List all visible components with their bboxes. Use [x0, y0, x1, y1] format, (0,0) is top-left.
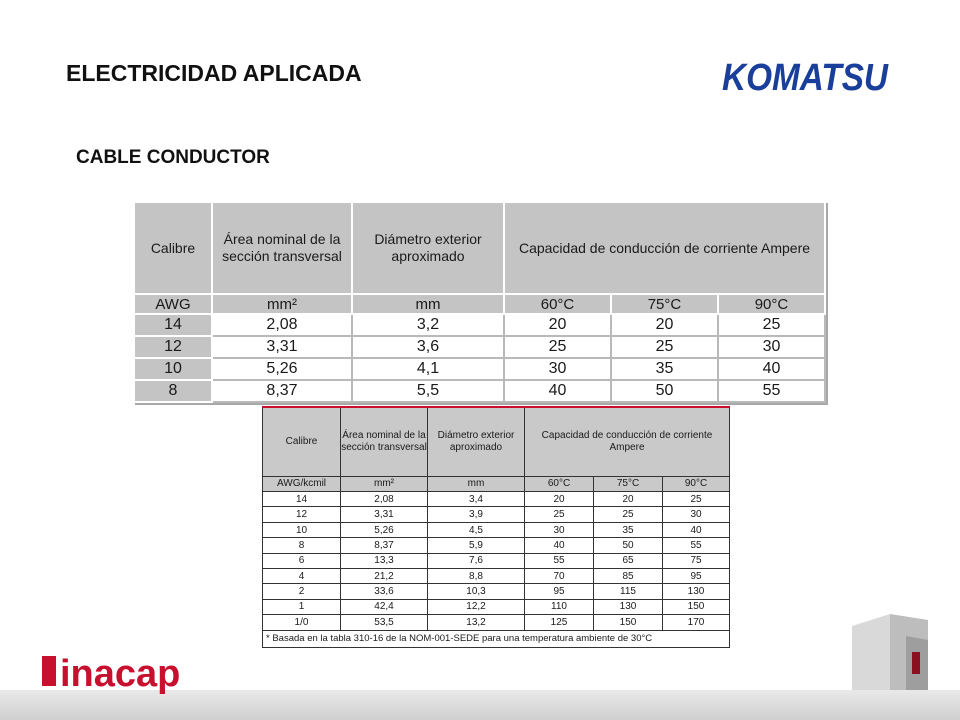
cell: 25 — [504, 336, 611, 358]
table-row — [263, 584, 730, 599]
unit-cell: 90°C — [663, 476, 730, 491]
unit-cell: 60°C — [525, 476, 594, 491]
cell: 30 — [525, 522, 594, 537]
cell: 2,08 — [212, 314, 352, 336]
cell: 3,6 — [352, 336, 504, 358]
cell: 3,4 — [428, 492, 525, 507]
table-row — [263, 568, 730, 583]
cell: 1 — [263, 599, 341, 614]
cell: 2 — [263, 584, 341, 599]
unit-cell: mm² — [212, 294, 352, 314]
cell: 8,37 — [341, 538, 428, 553]
unit-cell: mm² — [341, 476, 428, 491]
cell: 4,5 — [428, 522, 525, 537]
komatsu-logo-text: KOMATSU — [722, 57, 890, 99]
cell: 110 — [525, 599, 594, 614]
cell: 30 — [663, 507, 730, 522]
cell: 40 — [663, 522, 730, 537]
cell: 33,6 — [341, 584, 428, 599]
cell: 42,4 — [341, 599, 428, 614]
cell: 5,5 — [352, 380, 504, 402]
header-diametro: Diámetro exterior aproximado — [352, 202, 504, 294]
cell: 115 — [594, 584, 663, 599]
table-row — [263, 599, 730, 614]
cell: 30 — [718, 336, 825, 358]
cell: 65 — [594, 553, 663, 568]
cell: 8,37 — [212, 380, 352, 402]
cell: 10 — [134, 358, 212, 380]
header-area: Área nominal de la sección transversal — [341, 407, 428, 476]
cell: 25 — [663, 492, 730, 507]
cell: 75 — [663, 553, 730, 568]
unit-cell: AWG/kcmil — [263, 476, 341, 491]
cell: 30 — [504, 358, 611, 380]
table-row — [134, 314, 825, 336]
table-row — [263, 538, 730, 553]
cell: 14 — [134, 314, 212, 336]
unit-cell: 60°C — [504, 294, 611, 314]
cell: 20 — [525, 492, 594, 507]
cell: 12 — [134, 336, 212, 358]
cell: 25 — [525, 507, 594, 522]
cell: 125 — [525, 615, 594, 630]
unit-cell: 90°C — [718, 294, 825, 314]
slide-subtitle: CABLE CONDUCTOR — [76, 147, 270, 168]
cell: 130 — [663, 584, 730, 599]
cell: 4 — [263, 568, 341, 583]
cable-table-extended — [262, 406, 730, 648]
cell: 25 — [611, 336, 718, 358]
table-row — [263, 522, 730, 537]
cell: 12 — [263, 507, 341, 522]
cell: 14 — [263, 492, 341, 507]
cable-table-basic — [133, 201, 826, 403]
cell: 55 — [525, 553, 594, 568]
header-calibre: Calibre — [134, 202, 212, 294]
unit-cell: AWG — [134, 294, 212, 314]
cell: 50 — [594, 538, 663, 553]
cell: 12,2 — [428, 599, 525, 614]
cell: 35 — [611, 358, 718, 380]
inacap-mark-icon — [42, 656, 56, 686]
unit-cell: mm — [428, 476, 525, 491]
header-capacidad: Capacidad de conducción de corriente Ampere — [504, 202, 825, 294]
cell: 5,26 — [212, 358, 352, 380]
komatsu-logo — [720, 48, 892, 99]
cell: 4,1 — [352, 358, 504, 380]
cell: 5,9 — [428, 538, 525, 553]
cell: 50 — [611, 380, 718, 402]
cell: 21,2 — [341, 568, 428, 583]
cell: 40 — [525, 538, 594, 553]
cell: 55 — [663, 538, 730, 553]
inacap-logo-text: inacap — [60, 653, 181, 695]
cell: 95 — [525, 584, 594, 599]
cell: 25 — [594, 507, 663, 522]
cell: 3,31 — [212, 336, 352, 358]
header-capacidad: Capacidad de conducción de corriente Ampere — [525, 407, 730, 476]
cell: 8 — [134, 380, 212, 402]
cell: 55 — [718, 380, 825, 402]
cell: 95 — [663, 568, 730, 583]
cell: 130 — [594, 599, 663, 614]
cell: 2,08 — [341, 492, 428, 507]
cell: 85 — [594, 568, 663, 583]
table-row — [263, 492, 730, 507]
table-row — [134, 358, 825, 380]
table-row — [263, 507, 730, 522]
cell: 150 — [594, 615, 663, 630]
cell: 13,3 — [341, 553, 428, 568]
unit-cell: 75°C — [594, 476, 663, 491]
header-calibre: Calibre — [263, 407, 341, 476]
header-area: Área nominal de la sección transversal — [212, 202, 352, 294]
cell: 35 — [594, 522, 663, 537]
cell: 40 — [718, 358, 825, 380]
cell: 3,2 — [352, 314, 504, 336]
building-graphic-icon — [850, 606, 930, 690]
table-row — [134, 380, 825, 402]
cell: 10 — [263, 522, 341, 537]
table-row — [134, 336, 825, 358]
cell: 8,8 — [428, 568, 525, 583]
slide-title: ELECTRICIDAD APLICADA — [66, 60, 362, 86]
cell: 3,9 — [428, 507, 525, 522]
cell: 8 — [263, 538, 341, 553]
cell: 10,3 — [428, 584, 525, 599]
cell: 20 — [611, 314, 718, 336]
inacap-logo — [42, 650, 202, 695]
cell: 20 — [504, 314, 611, 336]
cell: 3,31 — [341, 507, 428, 522]
cell: 53,5 — [341, 615, 428, 630]
cell: 1/0 — [263, 615, 341, 630]
cell: 170 — [663, 615, 730, 630]
cell: 20 — [594, 492, 663, 507]
cell: 70 — [525, 568, 594, 583]
header-diametro: Diámetro exterior aproximado — [428, 407, 525, 476]
cell: 5,26 — [341, 522, 428, 537]
cell: 13,2 — [428, 615, 525, 630]
cell: 25 — [718, 314, 825, 336]
unit-cell: mm — [352, 294, 504, 314]
cell: 40 — [504, 380, 611, 402]
table-row — [263, 615, 730, 630]
table-row — [263, 553, 730, 568]
cell: 6 — [263, 553, 341, 568]
table-footnote: * Basada en la tabla 310-16 de la NOM-001-SEDE para una temperatura ambiente de 30°C — [263, 630, 730, 647]
cell: 150 — [663, 599, 730, 614]
unit-cell: 75°C — [611, 294, 718, 314]
cell: 7,6 — [428, 553, 525, 568]
